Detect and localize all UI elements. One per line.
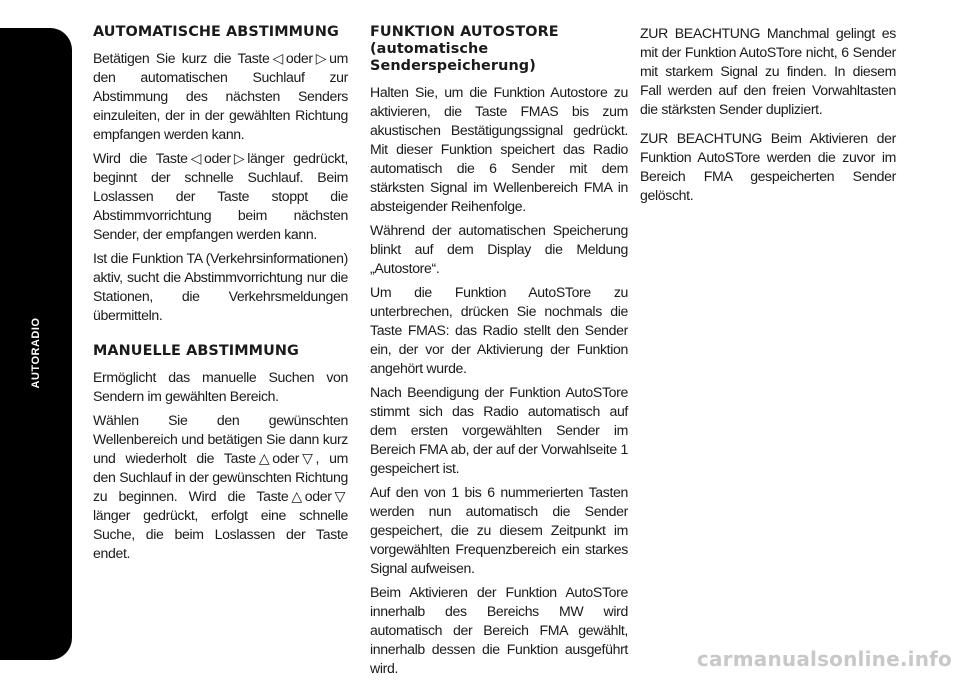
paragraph-manual-1: Ermöglicht das manuelle Suchen von Sendern im gewählten Bereich. — [93, 369, 348, 404]
note-1: ZUR BEACHTUNG Manchmal gelingt es mit der Funktion AutoSTore nicht, 6 Sender mit starkem Signal zu finden. In diesem Fall werden auf den freien Vorwahltasten die stärksten Sender dupliziert. — [640, 25, 896, 117]
paragraph-autostore-5: Auf den von 1 bis 6 nummerierten Tasten werden nun automatisch die Sender gespeichert, die zu diesem Zeitpunkt im vorgewählten Frequenzbereich ein starkes Signal aufweisen. — [370, 484, 628, 576]
heading-autostore: FUNKTION AUTOSTORE (automatische Senderspeicherung) — [370, 24, 559, 74]
right-arrow-icon: ▷ — [233, 150, 245, 166]
page-number: 270 — [14, 661, 48, 683]
chapter-sidebar — [0, 28, 72, 683]
note-2: ZUR BEACHTUNG Beim Aktivieren der Funktion AutoSTore werden die zuvor im Bereich FMA gespeicherten Sender gelöscht. — [640, 130, 896, 203]
watermark: carmanualsonline.info — [696, 647, 952, 671]
up-arrow-icon: △ — [291, 488, 302, 504]
down-arrow-icon: ▽ — [334, 488, 345, 504]
paragraph-autostore-6: Beim Aktivieren der Funktion AutoSTore innerhalb des Bereichs MW wird automatisch der Bereich FMA gewählt, innerhalb dessen die Funktion ausgeführt wird. — [370, 584, 628, 676]
right-arrow-icon: ▷ — [315, 50, 327, 66]
paragraph-autostore-3: Um die Funktion AutoSTore zu unterbrechen, drücken Sie nochmals die Taste FMAS: das Radio stellt den Sender ein, der vor der Aktivierung der Funktion angehört wurde. — [370, 284, 628, 376]
heading-automatic-tuning: AUTOMATISCHE ABSTIMMUNG — [93, 24, 339, 40]
paragraph-manual-2: Wählen Sie den gewünschten Wellenbereich und betätigen Sie dann kurz und wiederholt die Taste △ oder ▽ , um den Suchlauf in der gewünschten Richtung zu beginnen. Wird die Taste △ oder ▽länger gedrückt, erfolgt eine schnelle Suche, die beim Loslassen der Taste endet. — [93, 412, 349, 561]
paragraph-automatic-2: Wird die Taste ◁ oder ▷ länger gedrückt, beginnt der schnelle Suchlauf. Beim Loslassen der Taste stoppt die Abstimmvorrichtung beim nächsten Sender, der empfangen werden kann. — [93, 150, 348, 242]
down-arrow-icon: ▽ — [302, 450, 313, 466]
column-1 — [93, 24, 348, 568]
left-arrow-icon: ◁ — [190, 150, 202, 166]
chapter-label: AUTORADIO — [30, 317, 42, 389]
paragraph-autostore-4: Nach Beendigung der Funktion AutoSTore stimmt sich das Radio automatisch auf dem ersten vorgewählten Sender im Bereich FMA ab, der auf der Vorwahlseite 1 gespeichert ist. — [370, 384, 628, 476]
paragraph-automatic-3: Ist die Funktion TA (Verkehrsinformationen) aktiv, sucht die Abstimmvorrichtung nur die Stationen, die Verkehrsmeldungen übermitteln. — [93, 250, 348, 323]
up-arrow-icon: △ — [258, 450, 270, 466]
paragraph-automatic-1: Betätigen Sie kurz die Taste ◁ oder ▷ um den automatischen Suchlauf zur Abstimmung des nächsten Senders einzuleiten, der in der gewählten Richtung empfangen werden kann. — [93, 50, 348, 142]
column-3 — [640, 24, 896, 210]
paragraph-autostore-1: Halten Sie, um die Funktion Autostore zu aktivieren, die Taste FMAS bis zum akustischen Bestätigungssignal gedrückt. Mit dieser Funktion speichert das Radio automatisch die 6 Sender mit dem stärksten Signal im Wellenbereich FMA in absteigender Reihenfolge. — [370, 84, 628, 214]
heading-manual-tuning: MANUELLE ABSTIMMUNG — [93, 343, 299, 359]
left-arrow-icon: ◁ — [272, 50, 283, 66]
paragraph-autostore-2: Während der automatischen Speicherung blinkt auf dem Display die Meldung „Autostore“. — [370, 222, 628, 276]
column-2 — [370, 24, 628, 683]
